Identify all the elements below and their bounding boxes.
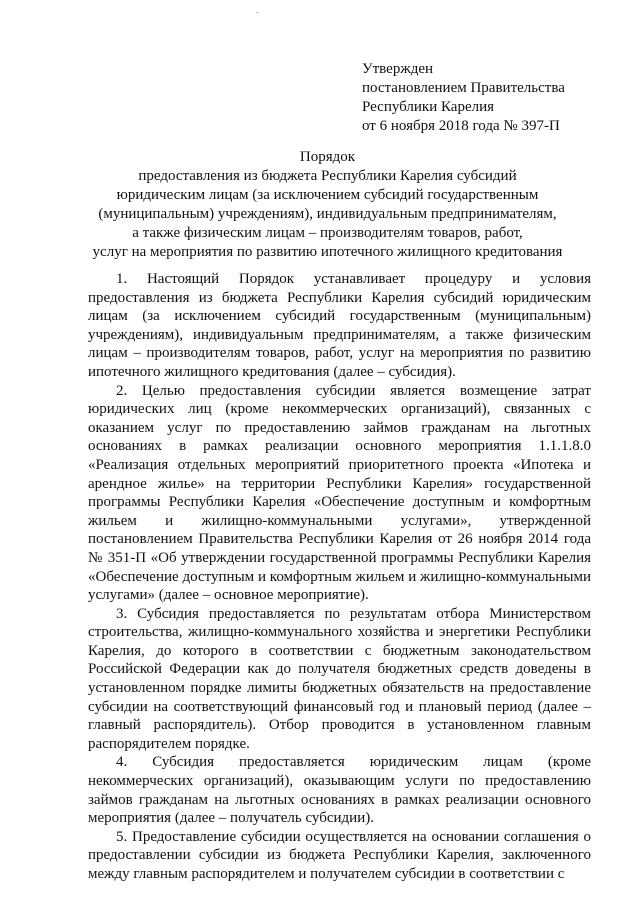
title-line: услуг на мероприятия по развитию ипотечного жилищного кредитования (92, 244, 563, 260)
title-line: (муниципальным) учреждениям), индивидуальным предпринимателям, (98, 206, 557, 222)
paragraph-1: 1. Настоящий Порядок устанавливает процедуру и условия предоставления из бюджета Республики Карелия субсидий юридическим лицам (за исключением субсидий государственным (муниципальным) учреждениям), индивидуальным предпринимателям, а также физическим лицам – производителям товаров, работ, услуг на мероприятия по развитию ипотечного жилищного кредитования (далее – субсидия). (88, 271, 591, 380)
approval-line: от 6 ноября 2018 года № 397-П (362, 118, 560, 134)
paragraph-4: 4. Субсидия предоставляется юридическим лицам (кроме некоммерческих организаций), оказывающим услуги по предоставлению займов гражданам на льготных основаниях в рамках реализации основного мероприятия (далее – получатель субсидии). (88, 754, 591, 827)
approval-stamp-block (362, 60, 632, 136)
document-title (60, 148, 595, 262)
paragraph-2: 2. Целью предоставления субсидии является возмещение затрат юридических лиц (кроме некоммерческих организаций), связанных с оказанием услуг по предоставлению займов гражданам на льготных основаниях в рамках реализации основного мероприятия 1.1.1.8.0 «Реализация отдельных мероприятий приоритетного проекта «Ипотека и арендное жилье» на территории Республики Карелия» государственной программы Республики Карелия «Обеспечение доступным и комфортным жильем и жилищно-коммунальными услугами», утвержденной постановлением Правительства Республики Карелия от 26 ноября 2014 года № 351-П «Об утверждении государственной программы Республики Карелия «Обеспечение доступным и комфортным жильем и жилищно-коммунальными услугами» (далее – основное мероприятие). (88, 382, 591, 604)
title-line: юридическим лицам (за исключением субсидий государственным (116, 187, 539, 203)
title-line: а также физическим лицам – производителям товаров, работ, (132, 225, 523, 241)
scan-mark (256, 12, 258, 13)
paragraph-5: 5. Предоставление субсидии осуществляется на основании соглашения о предоставлении субсидии из бюджета Республики Карелия, заключенного между главным распорядителем и получателем субсидии в соответствии с (88, 828, 591, 882)
document-body (88, 270, 591, 884)
title-line: предоставления из бюджета Республики Карелия субсидий (138, 168, 517, 184)
approval-line: Утвержден (362, 61, 434, 77)
title-heading: Порядок (299, 149, 356, 165)
approval-line: постановлением Правительства (362, 80, 565, 96)
approval-line: Республики Карелия (362, 99, 495, 115)
paragraph-3: 3. Субсидия предоставляется по результатам отбора Министерством строительства, жилищно-коммунального хозяйства и энергетики Республики Карелия, до которого в соответствии с бюджетным законодательством Российской Федерации как до получателя бюджетных средств доведены в установленном порядке лимиты бюджетных обязательств на предоставление субсидии на соответствующий финансовый год и плановый период (далее – главный распорядитель). Отбор проводится в установленном главным распорядителем порядке. (88, 605, 591, 752)
